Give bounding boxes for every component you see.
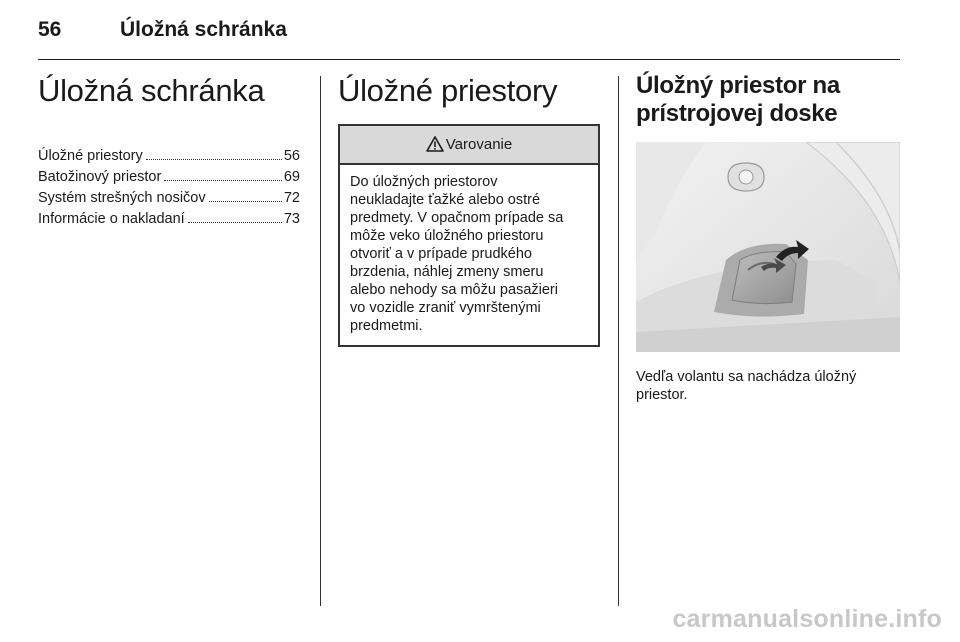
warning-label: Varovanie: [445, 136, 513, 153]
table-of-contents: [38, 146, 300, 230]
warning-header: [340, 126, 598, 165]
running-title: Úložná schránka: [120, 18, 287, 41]
column-dashboard-storage: [636, 72, 900, 404]
column-storage-section: [338, 72, 600, 347]
toc-leader: [146, 158, 282, 160]
section-title: Úložné priestory: [338, 73, 558, 108]
site-watermark: carmanualsonline.info: [672, 605, 942, 633]
toc-entry[interactable]: [38, 188, 300, 209]
toc-leader: [209, 200, 282, 202]
toc-leader: [164, 179, 282, 181]
toc-entry[interactable]: [38, 146, 300, 167]
toc-entry-page: 72: [283, 190, 300, 206]
toc-entry-page: 69: [283, 169, 300, 185]
toc-entry-label: Batožinový priestor: [38, 169, 162, 185]
toc-entry[interactable]: [38, 209, 300, 230]
chapter-title: Úložná schránka: [38, 73, 265, 108]
toc-entry[interactable]: [38, 167, 300, 188]
warning-text: Do úložných priestorov neukladajte ťažké alebo ostré predmety. V opačnom prípade sa môže veko úložného priestoru otvoriť a v prípade prudkého brzdenia, náhlej zmeny smeru alebo nehody sa môžu pasažieri vo vozidle zraniť vymrštenými predmetmi.: [350, 174, 564, 334]
dashboard-storage-caption: Vedľa volantu sa nachádza úložný priestor.: [636, 369, 857, 403]
page-number: 56: [38, 18, 62, 41]
toc-leader: [188, 221, 282, 223]
dashboard-storage-illustration: [636, 142, 900, 352]
subsection-title: Úložný priestor na prístrojovej doske: [636, 72, 840, 127]
toc-entry-label: Systém strešných nosičov: [38, 190, 206, 206]
header-rule: [38, 59, 900, 60]
toc-entry-label: Informácie o nakladaní: [38, 211, 185, 227]
column-divider-2: [618, 76, 619, 606]
warning-triangle-icon: [426, 136, 444, 152]
toc-entry-page: 73: [283, 211, 300, 227]
toc-entry-label: Úložné priestory: [38, 148, 143, 164]
warning-box: [338, 124, 600, 347]
column-chapter-contents: [38, 72, 300, 230]
column-divider-1: [320, 76, 321, 606]
toc-entry-page: 56: [283, 148, 300, 164]
